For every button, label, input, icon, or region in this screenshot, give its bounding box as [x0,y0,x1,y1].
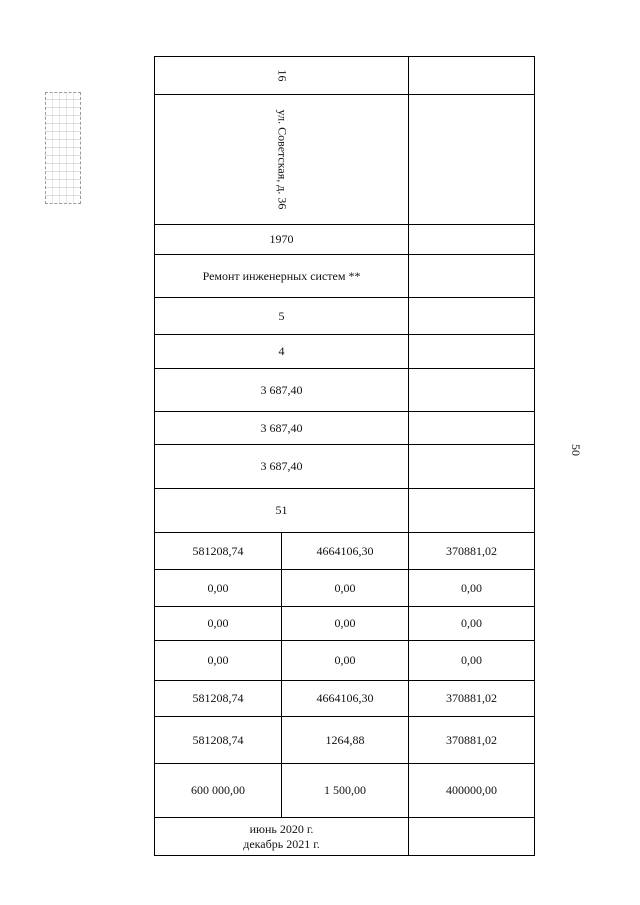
empty-cell [409,225,535,255]
empty-cell [409,445,535,489]
empty-cell [409,818,535,856]
value-cell: 581208,74 [155,681,282,717]
table-row [155,818,535,856]
area-total-cell: 3 687,40 [155,369,409,412]
table-row [155,570,535,607]
value-cell: 0,00 [409,607,535,641]
year-cell: 1970 [155,225,409,255]
empty-cell [409,412,535,445]
value-cell: 0,00 [155,641,282,681]
page-number: 50 [569,444,583,456]
period-start: июнь 2020 г. [249,821,314,836]
floors-cell: 5 [155,298,409,335]
value-cell: 1264,88 [282,717,409,764]
value-cell: 0,00 [409,570,535,607]
object-number: 16 [275,69,289,82]
empty-cell [409,335,535,369]
address: ул. Советская, д. 36 [274,109,289,210]
table-row [155,681,535,717]
value-cell: 370881,02 [409,717,535,764]
area-3-cell: 3 687,40 [155,445,409,489]
table-row [155,298,535,335]
value-cell: 0,00 [155,570,282,607]
value-cell: 4664106,30 [282,681,409,717]
address-cell [155,95,409,225]
table-row [155,95,535,225]
empty-cell [409,95,535,225]
entrances-cell: 4 [155,335,409,369]
table-row [155,335,535,369]
table-row [155,255,535,298]
residents-cell: 51 [155,489,409,533]
table-row [155,533,535,570]
table-row [155,412,535,445]
table-row [155,764,535,818]
table-row [155,489,535,533]
work-type-cell: Ремонт инженерных систем ** [155,255,409,298]
empty-cell [409,489,535,533]
value-cell: 0,00 [155,607,282,641]
value-cell: 400000,00 [409,764,535,818]
empty-cell [409,369,535,412]
value-cell: 0,00 [409,641,535,681]
area-2-cell: 3 687,40 [155,412,409,445]
value-cell: 581208,74 [155,717,282,764]
repair-table [154,56,535,856]
value-cell: 581208,74 [155,533,282,570]
object-number-cell [155,57,409,95]
value-cell: 4664106,30 [282,533,409,570]
empty-cell [409,255,535,298]
value-cell: 0,00 [282,641,409,681]
table-row [155,717,535,764]
value-cell: 1 500,00 [282,764,409,818]
value-cell: 0,00 [282,607,409,641]
table-row [155,225,535,255]
table-row [155,607,535,641]
table-row [155,57,535,95]
value-cell: 370881,02 [409,681,535,717]
empty-cell [409,57,535,95]
stamp-mark [45,92,81,204]
empty-cell [409,298,535,335]
value-cell: 370881,02 [409,533,535,570]
value-cell: 0,00 [282,570,409,607]
period-end: декабрь 2021 г. [243,836,320,851]
table-row [155,641,535,681]
period-cell [155,818,409,856]
table-row [155,369,535,412]
table-row [155,445,535,489]
value-cell: 600 000,00 [155,764,282,818]
